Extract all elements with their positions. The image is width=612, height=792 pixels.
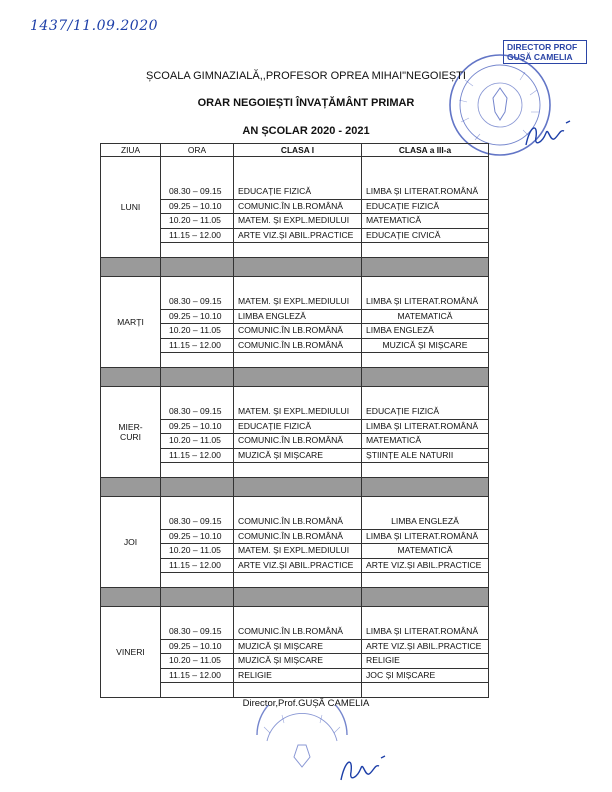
time-slot: 09.25 – 10.10 [161,310,233,325]
time-slot: 11.15 – 12.00 [161,669,233,684]
subject: LIMBA ENGLEZĂ [362,324,488,339]
time-slot: 10.20 – 11.05 [161,654,233,669]
separator-row [101,478,489,497]
header-ora: ORA [161,144,234,157]
subject: JOC ȘI MIȘCARE [362,669,488,684]
subject: MATEM. ȘI EXPL.MEDIULUI [234,544,361,559]
clasa-3-cell [362,497,489,588]
day-row-joi [101,497,489,588]
clasa-1-cell [234,497,362,588]
subject: LIMBA ȘI LITERAT.ROMÂNĂ [362,295,488,310]
day-name: MARȚI [101,277,161,368]
time-slot: 09.25 – 10.10 [161,640,233,655]
day-name: VINERI [101,607,161,698]
subject: LIMBA ȘI LITERAT.ROMÂNĂ [362,185,488,200]
separator-row [101,368,489,387]
header-ziua: ZIUA [101,144,161,157]
day-row-vineri [101,607,489,698]
subject: MATEMATICĂ [362,434,488,449]
subject: LIMBA ȘI LITERAT.ROMÂNĂ [362,530,488,545]
subject: COMUNIC.ÎN LB.ROMÂNĂ [234,530,361,545]
time-slot: 10.20 – 11.05 [161,214,233,229]
signature-icon [335,748,395,788]
subject: EDUCAȚIE CIVICĂ [362,229,488,244]
time-cell [161,387,234,478]
day-row-luni [101,157,489,258]
subject: LIMBA ȘI LITERAT.ROMÂNĂ [362,625,488,640]
clasa-3-cell [362,607,489,698]
subject: LIMBA ENGLEZĂ [362,515,488,530]
subject: ȘTIINȚE ALE NATURII [362,449,488,464]
director-stamp-line2: GUȘĂ CAMELIA [507,52,573,62]
subject: EDUCAȚIE FIZICĂ [234,420,361,435]
subject: EDUCAȚIE FIZICĂ [362,405,488,420]
subject: ARTE VIZ.ȘI ABIL.PRACTICE [234,229,361,244]
subject: RELIGIE [234,669,361,684]
subject: MATEM. ȘI EXPL.MEDIULUI [234,405,361,420]
school-year: AN ȘCOLAR 2020 - 2021 [242,125,370,137]
time-slot: 11.15 – 12.00 [161,449,233,464]
day-name [101,387,161,478]
subject: COMUNIC.ÎN LB.ROMÂNĂ [234,339,361,354]
subject: MUZICĂ ȘI MIȘCARE [234,449,361,464]
clasa-3-cell [362,277,489,368]
subject: MATEMATICĂ [362,544,488,559]
clasa-1-cell [234,277,362,368]
time-slot: 09.25 – 10.10 [161,200,233,215]
separator-row [101,588,489,607]
subject: RELIGIE [362,654,488,669]
time-slot: 11.15 – 12.00 [161,339,233,354]
subject: EDUCAȚIE FIZICĂ [234,185,361,200]
registration-number: 1437/11.09.2020 [30,18,159,34]
school-name: ȘCOALA GIMNAZIALĂ,,PROFESOR OPREA MIHAI"NEGOIEȘTI [146,70,466,82]
time-cell [161,157,234,258]
time-slot: 08.30 – 09.15 [161,185,233,200]
header-clasa-1: CLASA I [234,144,362,157]
subject: COMUNIC.ÎN LB.ROMÂNĂ [234,625,361,640]
header-clasa-3: CLASA a III-a [362,144,489,157]
time-slot: 11.15 – 12.00 [161,229,233,244]
director-signature-line: Director,Prof.GUȘĂ CAMELIA [242,698,370,709]
time-slot: 10.20 – 11.05 [161,544,233,559]
subject: MATEMATICĂ [362,310,488,325]
separator-row [101,258,489,277]
table-header-row [101,144,489,157]
subject: MATEM. ȘI EXPL.MEDIULUI [234,214,361,229]
subject: MATEMATICĂ [362,214,488,229]
director-stamp-line1: DIRECTOR PROF [507,42,578,52]
time-slot: 08.30 – 09.15 [161,625,233,640]
subject: COMUNIC.ÎN LB.ROMÂNĂ [234,324,361,339]
subject: MUZICĂ ȘI MIȘCARE [362,339,488,354]
time-cell [161,277,234,368]
subject: COMUNIC.ÎN LB.ROMÂNĂ [234,515,361,530]
day-row-miercuri [101,387,489,478]
time-slot: 10.20 – 11.05 [161,324,233,339]
day-name: LUNI [101,157,161,258]
time-slot: 11.15 – 12.00 [161,559,233,574]
time-slot: 09.25 – 10.10 [161,530,233,545]
subject: EDUCAȚIE FIZICĂ [362,200,488,215]
subject: LIMBA ȘI LITERAT.ROMÂNĂ [362,420,488,435]
day-name-part1: MIER- [118,422,143,432]
day-name: JOI [101,497,161,588]
schedule-table [100,143,489,698]
clasa-1-cell [234,607,362,698]
day-row-marti [101,277,489,368]
time-cell [161,607,234,698]
subject: MUZICĂ ȘI MIȘCARE [234,654,361,669]
clasa-3-cell [362,157,489,258]
subject: ARTE VIZ.ȘI ABIL.PRACTICE [234,559,361,574]
clasa-3-cell [362,387,489,478]
subject: COMUNIC.ÎN LB.ROMÂNĂ [234,434,361,449]
subject: ARTE VIZ.ȘI ABIL.PRACTICE [362,640,488,655]
time-slot: 08.30 – 09.15 [161,405,233,420]
time-slot: 08.30 – 09.15 [161,515,233,530]
subject: ARTE VIZ.ȘI ABIL.PRACTICE [362,559,488,574]
clasa-1-cell [234,157,362,258]
day-name-part2: CURI [119,432,141,442]
time-slot: 08.30 – 09.15 [161,295,233,310]
time-slot: 09.25 – 10.10 [161,420,233,435]
subject: COMUNIC.ÎN LB.ROMÂNĂ [234,200,361,215]
subject: MUZICĂ ȘI MIȘCARE [234,640,361,655]
time-slot: 10.20 – 11.05 [161,434,233,449]
document-title: ORAR NEGOIEȘTI ÎNVAȚĂMÂNT PRIMAR [197,97,415,109]
clasa-1-cell [234,387,362,478]
time-cell [161,497,234,588]
subject: LIMBA ENGLEZĂ [234,310,361,325]
subject: MATEM. ȘI EXPL.MEDIULUI [234,295,361,310]
